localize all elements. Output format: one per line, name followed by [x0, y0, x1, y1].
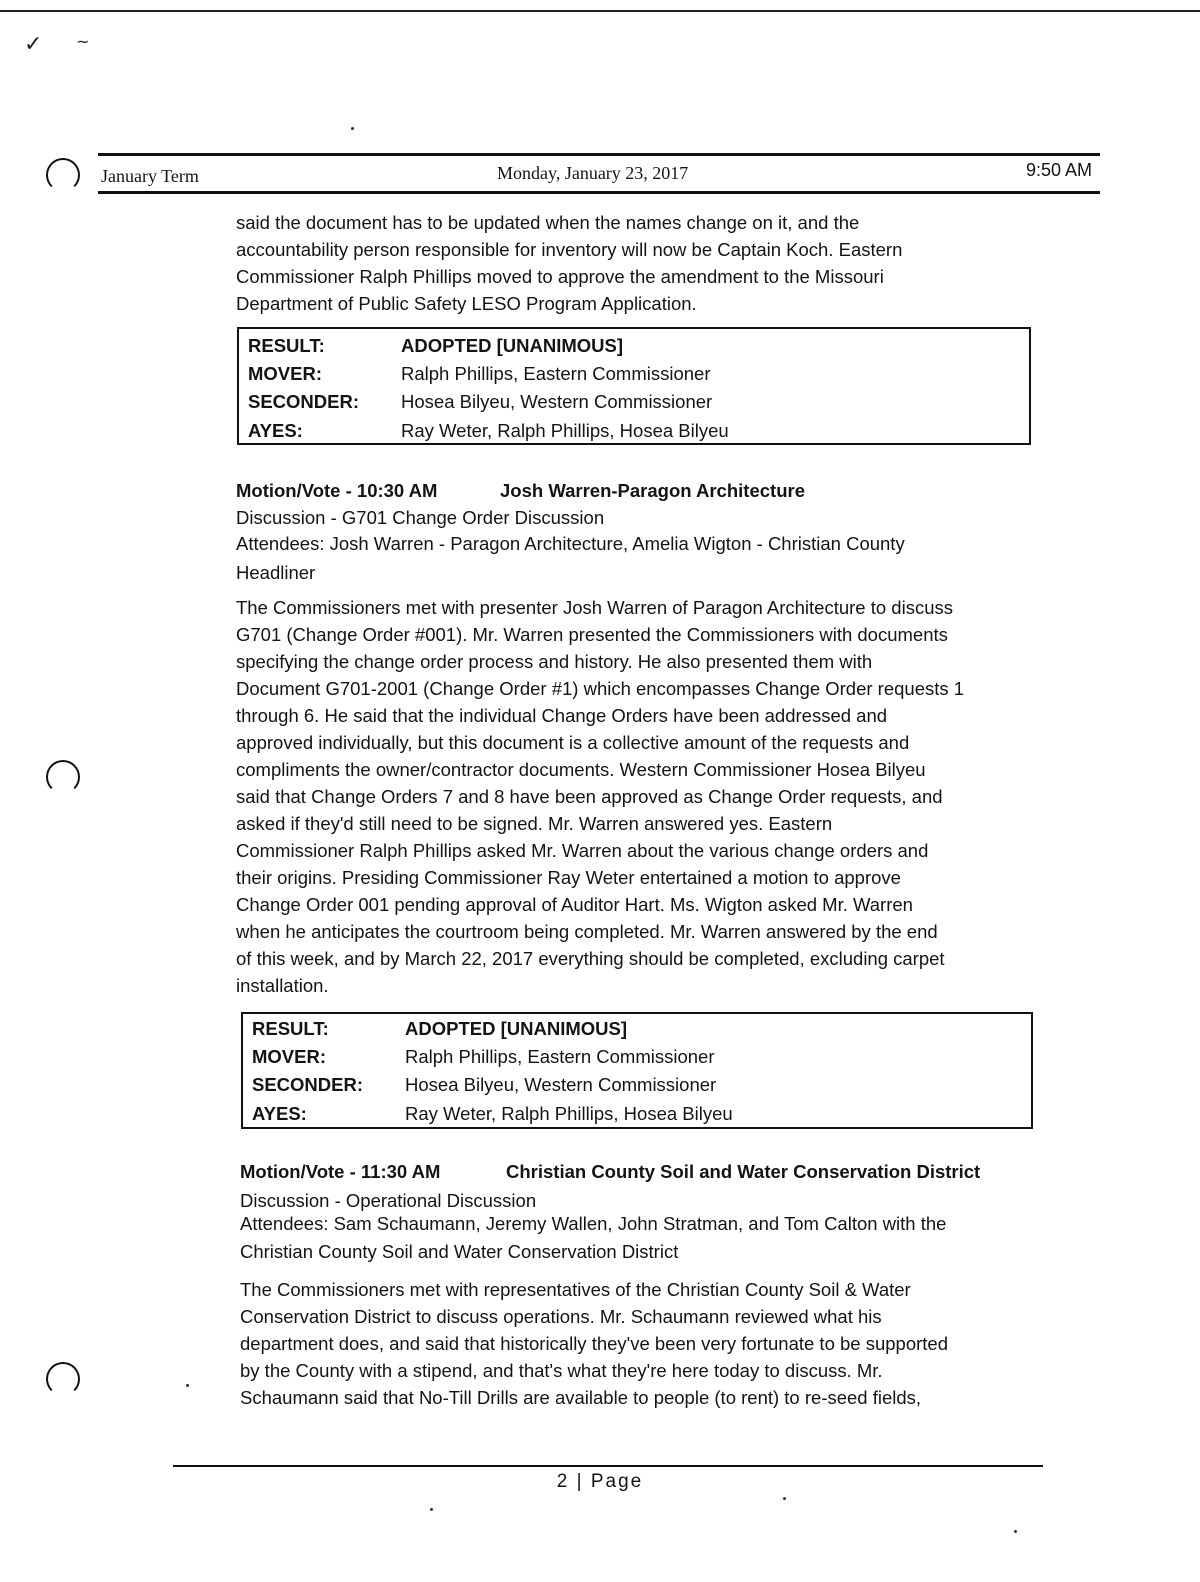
motion-heading [236, 480, 805, 502]
seconder-label: SECONDER: [248, 391, 360, 412]
paragraph-line: G701 (Change Order #001). Mr. Warren presented the Commissioners with documents [236, 624, 948, 645]
footer-rule [173, 1465, 1043, 1467]
header-time: 9:50 AM [1026, 160, 1093, 180]
paragraph-line: approved individually, but this document is a collective amount of the requests and [236, 732, 910, 753]
paragraph-line: installation. [236, 975, 329, 996]
ayes-label: AYES: [252, 1103, 307, 1124]
scan-speck [430, 1508, 433, 1511]
paragraph-line: of this week, and by March 22, 2017 everything should be completed, excluding carpet [236, 948, 945, 969]
motion-title: Christian County Soil and Water Conservation District [506, 1161, 981, 1182]
paragraph-line: by the County with a stipend, and that's what they're here today to discuss. Mr. [240, 1360, 883, 1381]
paragraph-line: accountability person responsible for inventory will now be Captain Koch. Eastern [236, 239, 903, 260]
attendees-line: Attendees: Josh Warren - Paragon Architecture, Amelia Wigton - Christian County [236, 533, 905, 554]
motion-title: Josh Warren-Paragon Architecture [500, 480, 805, 501]
paragraph-line: The Commissioners met with representatives of the Christian County Soil & Water [240, 1279, 911, 1300]
paragraph-line: said the document has to be updated when the names change on it, and the [236, 212, 860, 233]
paragraph-line: asked if they'd still need to be signed. Mr. Warren answered yes. Eastern [236, 813, 833, 834]
motion-prefix: Motion/Vote - 11:30 AM [240, 1161, 441, 1182]
punch-hole-icon [46, 158, 80, 192]
paragraph-line: The Commissioners met with presenter Josh Warren of Paragon Architecture to discuss [236, 597, 953, 618]
paragraph-line: specifying the change order process and history. He also presented them with [236, 651, 873, 672]
paragraph-line: their origins. Presiding Commissioner Ray Weter entertained a motion to approve [236, 867, 901, 888]
scan-top-edge [0, 10, 1200, 12]
mover-label: MOVER: [248, 363, 322, 384]
motion-heading [240, 1161, 981, 1183]
result-value: ADOPTED [UNANIMOUS] [405, 1018, 627, 1039]
attendees-line: Headliner [236, 562, 316, 583]
ayes-value: Ray Weter, Ralph Phillips, Hosea Bilyeu [401, 420, 729, 441]
punch-hole-icon [46, 760, 80, 794]
page-number: 2 | Page [556, 1471, 644, 1492]
header-rule [98, 191, 1100, 194]
discussion-line: Discussion - Operational Discussion [240, 1190, 537, 1211]
attendees-line: Christian County Soil and Water Conservation District [240, 1241, 679, 1262]
seconder-value: Hosea Bilyeu, Western Commissioner [405, 1074, 717, 1095]
paragraph-line: said that Change Orders 7 and 8 have been approved as Change Order requests, and [236, 786, 943, 807]
scan-speck [1014, 1530, 1017, 1533]
paragraph-line: Commissioner Ralph Phillips moved to approve the amendment to the Missouri [236, 266, 884, 287]
ayes-label: AYES: [248, 420, 303, 441]
header-rule [98, 153, 1100, 156]
paragraph-line: Conservation District to discuss operations. Mr. Schaumann reviewed what his [240, 1306, 882, 1327]
paragraph-line: Commissioner Ralph Phillips asked Mr. Warren about the various change orders and [236, 840, 929, 861]
scan-speck [351, 127, 354, 130]
intro-paragraph [236, 209, 1036, 317]
mover-value: Ralph Phillips, Eastern Commissioner [401, 363, 711, 384]
scan-artifact-mark: ~ [76, 32, 90, 51]
mover-value: Ralph Phillips, Eastern Commissioner [405, 1046, 715, 1067]
ayes-value: Ray Weter, Ralph Phillips, Hosea Bilyeu [405, 1103, 733, 1124]
paragraph-line: Schaumann said that No-Till Drills are available to people (to rent) to re-seed fields, [240, 1387, 922, 1408]
seconder-value: Hosea Bilyeu, Western Commissioner [401, 391, 713, 412]
scan-artifact-mark: ✓ [24, 32, 43, 57]
scan-speck [783, 1497, 786, 1500]
paragraph-line: through 6. He said that the individual Change Orders have been addressed and [236, 705, 888, 726]
result-value: ADOPTED [UNANIMOUS] [401, 335, 623, 356]
mover-label: MOVER: [252, 1046, 326, 1067]
paragraph-line: when he anticipates the courtroom being completed. Mr. Warren answered by the end [236, 921, 938, 942]
header-date: Monday, January 23, 2017 [497, 163, 689, 183]
result-label: RESULT: [248, 335, 325, 356]
punch-hole-icon [46, 1362, 80, 1396]
motion-paragraph [240, 1276, 1040, 1411]
paragraph-line: department does, and said that historically they've been very fortunate to be supported [240, 1333, 948, 1354]
discussion-line: Discussion - G701 Change Order Discussion [236, 507, 605, 528]
seconder-label: SECONDER: [252, 1074, 364, 1095]
paragraph-line: Document G701-2001 (Change Order #1) which encompasses Change Order requests 1 [236, 678, 965, 699]
paragraph-line: Department of Public Safety LESO Program Application. [236, 293, 697, 314]
paragraph-line: compliments the owner/contractor documents. Western Commissioner Hosea Bilyeu [236, 759, 926, 780]
header-term: January Term [101, 166, 199, 186]
paragraph-line: Change Order 001 pending approval of Auditor Hart. Ms. Wigton asked Mr. Warren [236, 894, 913, 915]
attendees-line: Attendees: Sam Schaumann, Jeremy Wallen, John Stratman, and Tom Calton with the [240, 1213, 947, 1234]
scan-speck [186, 1384, 189, 1387]
result-label: RESULT: [252, 1018, 329, 1039]
motion-paragraph [236, 594, 1036, 999]
motion-prefix: Motion/Vote - 10:30 AM [236, 480, 438, 501]
